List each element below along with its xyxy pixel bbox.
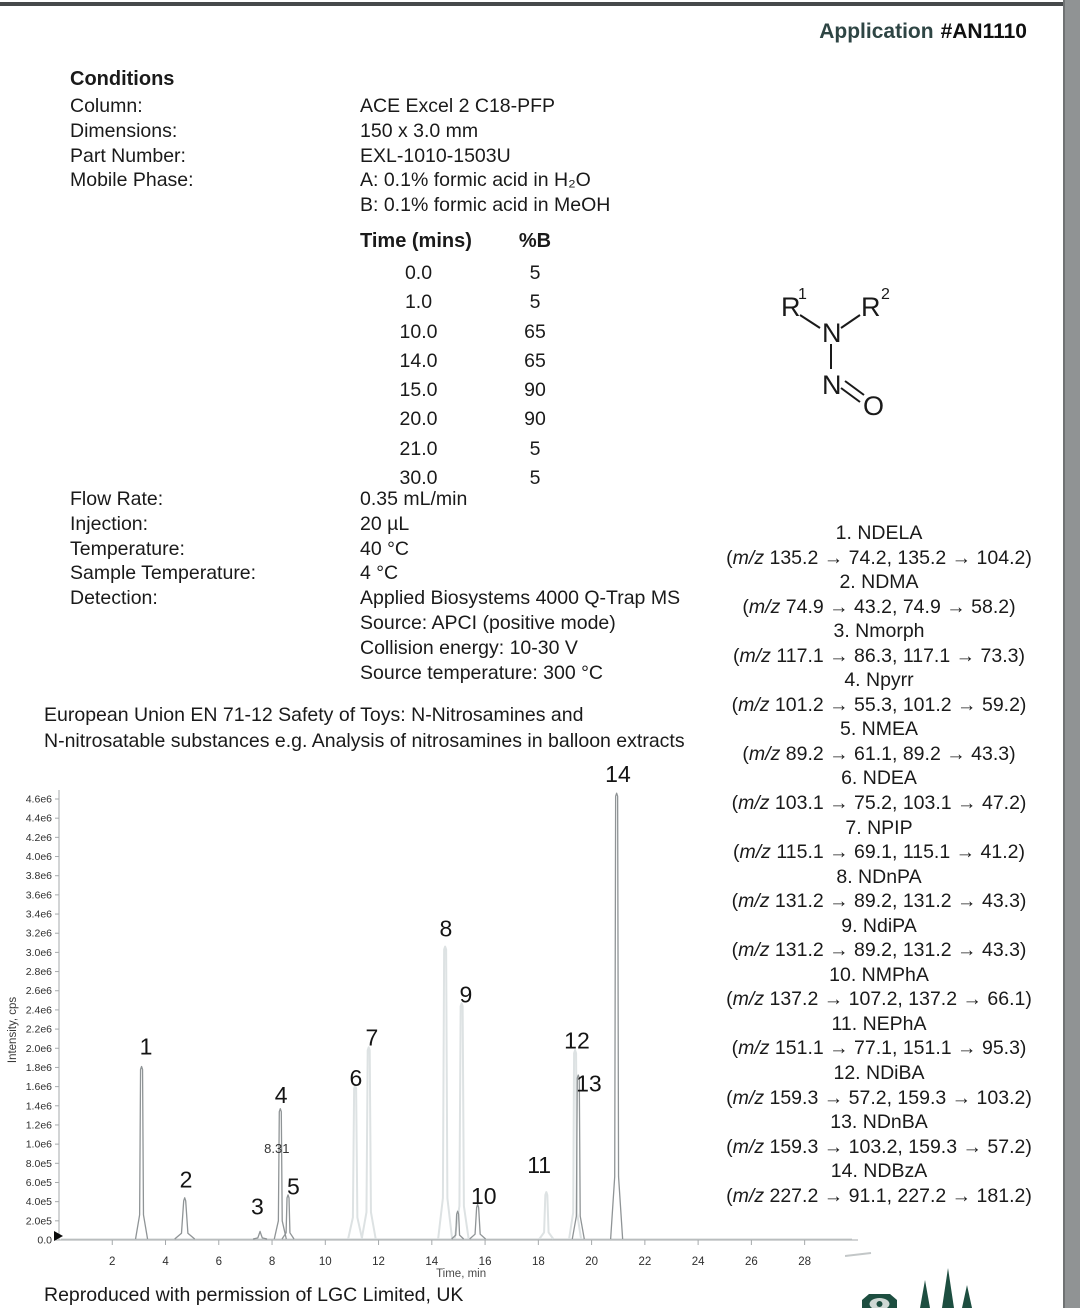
y-tick-label: 1.0e6 [25,1138,52,1151]
gradient-time-cell: 15.0 [399,379,438,402]
condition-label: Column: [70,95,143,117]
structure-r2-superscript: 2 [881,286,890,303]
gradient-table [360,229,557,493]
gradient-header-percent-b: %B [518,230,552,252]
logo-peak-left [920,1280,930,1308]
peak-label: 7 [365,1024,379,1051]
bond-r1-n [800,315,820,328]
y-tick-label: 2.8e6 [25,966,52,979]
x-tick-label: 26 [744,1256,758,1268]
assay-title [44,703,685,754]
y-tick-label: 1.4e6 [25,1100,52,1113]
compound-transition: (m/z 227.2 → 91.1, 227.2 → 181.2) [726,1184,1032,1207]
parameter-row [70,661,680,686]
parameter-label: Injection: [70,512,149,535]
mz-italic: m/z [732,1135,765,1158]
y-tick-label: 2.0e5 [25,1215,52,1228]
y-tick-label: 4.4e6 [25,812,52,825]
x-tick-label: 10 [318,1256,332,1268]
parameter-row [70,586,680,611]
structure-r1: R [781,292,801,322]
condition-label: Part Number: [70,144,186,167]
compound-name: 14. NDBzA [830,1160,928,1183]
compound-name: 7. NPIP [845,816,913,839]
peak-trace [274,1109,286,1239]
y-tick-label: 3.8e6 [25,870,52,883]
y-tick-label: 1.6e6 [25,1081,52,1094]
y-tick-label: 1.2e6 [25,1119,52,1132]
gradient-b-cell: 5 [529,467,541,490]
logo-badge-dot [877,1301,883,1307]
compound-name: 5. NMEA [839,718,919,741]
gradient-row [360,435,557,464]
x-tick-label: 14 [425,1256,439,1268]
compound-transition: (m/z 115.1 → 69.1, 115.1 → 41.2) [733,841,1025,864]
y-tick-label: 2.6e6 [25,985,52,998]
y-tick-label: 1.8e6 [25,1061,52,1074]
top-edge-line [0,2,1080,6]
x-tick-label: 16 [478,1256,492,1268]
gradient-time-cell: 0.0 [404,262,433,284]
nitrosamine-structure [765,272,900,422]
right-edge-strip [1063,0,1080,1308]
gradient-row [360,347,557,376]
x-tick-label: 22 [638,1256,652,1268]
conditions-title: Conditions [70,68,175,90]
condition-label [70,193,360,218]
compound-transition: (m/z 89.2 → 61.1, 89.2 → 43.3) [742,742,1016,765]
lgc-credit: Reproduced with permission of LGC Limited, UK [44,1284,464,1306]
peak-label: 13 [576,1070,602,1097]
compound-name: 12. NDiBA [833,1062,925,1085]
retention-time-annotation: 8.31 [264,1140,290,1156]
compound-transition: (m/z 159.3 → 57.2, 159.3 → 103.2) [726,1086,1032,1109]
y-axis-title: Intensity, cps [7,996,19,1064]
condition-value: EXL-1010-1503U [360,144,511,167]
peak-trace [348,1086,362,1239]
compound-name: 13. NDnBA [830,1111,928,1134]
x-tick-label: 24 [691,1256,705,1268]
peak-trace [455,1003,469,1239]
parameter-label: Detection: [70,587,158,610]
mz-italic: m/z [748,742,781,765]
compound-name: 6. NDEA [841,767,917,790]
y-tick-label: 3.6e6 [25,889,52,902]
x-tick-label: 12 [372,1256,385,1268]
x-tick-label: 4 [162,1256,169,1268]
y-tick-label: 2.2e6 [25,1023,52,1036]
condition-value: B: 0.1% formic acid in MeOH [360,194,611,217]
mz-italic: m/z [732,1184,765,1207]
parameter-row [70,487,680,512]
mz-italic: m/z [739,841,771,864]
mz-italic: m/z [738,890,770,913]
parameter-label: Temperature: [70,537,185,560]
parameter-value: Source: APCI (positive mode) [360,611,616,634]
x-tick-label: 8 [268,1256,276,1268]
compound-transition: (m/z 74.9 → 43.2, 74.9 → 58.2) [742,595,1016,618]
y-tick-label: 4.2e6 [25,831,52,844]
gradient-b-cell: 5 [529,262,541,284]
x-tick-label: 6 [215,1256,222,1268]
app-header [819,20,1027,44]
compound-name: 3. Nmorph [833,620,925,643]
structure-r2: R [861,292,881,322]
gradient-row [360,405,557,434]
gradient-time-cell: 30.0 [399,467,438,490]
peak-trace [175,1198,195,1239]
peak-trace [438,947,452,1239]
peak-trace [362,1047,376,1239]
parameter-row [70,611,680,636]
gradient-time-cell: 14.0 [399,349,438,372]
y-tick-label: 3.4e6 [25,908,52,921]
peak-trace [282,1195,294,1239]
y-tick-label: 3.2e6 [25,927,52,940]
mz-italic: m/z [738,792,770,815]
compound-transition: (m/z 103.1 → 75.2, 103.1 → 47.2) [731,792,1027,815]
peak-label: 9 [459,981,473,1008]
parameter-value: 20 µL [360,512,410,535]
x-tick-label: 20 [585,1256,598,1268]
y-tick-label: 0.0 [37,1234,52,1247]
gradient-time-cell: 20.0 [399,408,438,431]
y-tick-label: 8.0e5 [25,1157,52,1170]
condition-row [70,144,610,169]
peak-trace [470,1205,486,1240]
compound-transition: (m/z 151.1 → 77.1, 151.1 → 95.3) [731,1037,1027,1060]
compound-name: 1. NDELA [835,522,923,544]
condition-row [70,193,610,218]
structure-o: O [863,391,885,421]
condition-label: Mobile Phase: [70,169,194,192]
mz-italic: m/z [732,1086,765,1109]
mz-italic: m/z [738,1037,770,1060]
condition-row [70,94,610,119]
condition-row [70,168,610,193]
peak-trace [611,793,623,1239]
compound-transition: (m/z 117.1 → 86.3, 117.1 → 73.3) [733,644,1025,667]
gradient-row [360,376,557,405]
compound-transition: (m/z 131.2 → 89.2, 131.2 → 43.3) [731,939,1027,962]
gradient-header-time: Time (mins) [360,230,472,252]
gradient-b-cell: 90 [524,408,546,431]
x-axis-title: Time, min [436,1268,487,1280]
gradient-time-cell: 10.0 [399,320,438,343]
y-tick-label: 2.4e6 [25,1004,52,1017]
logo-peak-tall [942,1268,954,1308]
bond-r2-n [841,315,860,328]
mz-italic: m/z [732,546,765,569]
y-tick-label: 2.0e6 [25,1042,52,1055]
condition-value: ACE Excel 2 C18-PFP [360,95,556,117]
structure-r1-superscript: 1 [798,286,807,303]
assay-title-line2: N-nitrosatable substances e.g. Analysis of nitrosamines in balloon extracts [44,729,685,752]
mz-italic: m/z [739,644,771,667]
compound-transition: (m/z 101.2 → 55.3, 101.2 → 59.2) [731,693,1027,716]
app-header-label: Application [819,20,934,43]
x-tick-label: 18 [531,1256,545,1268]
peak-label: 12 [564,1027,590,1054]
parameter-row [70,636,680,661]
parameter-row [70,512,680,537]
structure-n-top: N [822,318,842,348]
parameter-label [70,611,360,636]
y-tick-label: 4.0e6 [25,851,52,864]
compound-name: 10. NMPhA [829,963,929,986]
y-tick-label: 4.6e6 [25,793,52,806]
peak-label: 4 [274,1082,288,1109]
y-tick-label: 6.0e5 [25,1176,52,1189]
conditions-rows [70,94,610,218]
compound-name: 4. Npyrr [844,669,914,692]
compound-transition: (m/z 135.2 → 74.2, 135.2 → 104.2) [726,546,1032,569]
gradient-row [360,318,557,347]
parameter-value: Source temperature: 300 °C [360,661,604,684]
chromatogram [0,760,900,1308]
ace-logo [845,1250,1005,1308]
app-header-number: #AN1110 [940,20,1027,43]
gradient-time-cell: 1.0 [404,291,433,314]
peak-trace [136,1067,148,1240]
parameter-label [70,636,360,661]
gradient-time-cell: 21.0 [399,437,438,460]
compound-name: 11. NEPhA [831,1012,927,1035]
compound-name: 9. NdiPA [841,914,917,937]
compound-name: 8. NDnPA [836,865,922,888]
y-tick-label: 3.0e6 [25,946,52,959]
gradient-b-cell: 65 [524,320,546,343]
mz-italic: m/z [732,988,765,1011]
compound-transition: (m/z 131.2 → 89.2, 131.2 → 43.3) [731,890,1027,913]
logo-trace-line [845,1253,871,1256]
peak-label: 8 [439,915,453,942]
parameter-value: Applied Biosystems 4000 Q-Trap MS [360,587,681,610]
parameter-value: 4 °C [360,562,399,585]
parameter-label [70,661,360,686]
assay-title-line1: European Union EN 71-12 Safety of Toys: N-Nitrosamines and [44,704,584,726]
gradient-header-row [360,229,557,253]
gradient-b-cell: 65 [524,349,546,372]
gradient-b-cell: 5 [529,437,541,460]
compound-transition: (m/z 159.3 → 103.2, 159.3 → 57.2) [726,1135,1032,1158]
gradient-row [360,288,557,317]
peak-label: 14 [605,761,631,788]
peak-label: 1 [139,1033,153,1060]
x-tick-label: 28 [798,1256,812,1268]
parameter-value: 40 °C [360,537,409,560]
condition-row [70,119,610,144]
mz-italic: m/z [738,939,770,962]
mz-italic: m/z [748,595,781,618]
parameter-value: 0.35 mL/min [360,488,468,510]
peak-label: 10 [470,1182,497,1209]
peak-label: 11 [527,1152,552,1179]
peak-label: 3 [250,1193,264,1220]
peak-trace [539,1192,553,1239]
x-tick-label: 2 [109,1256,116,1268]
gradient-row [360,259,557,288]
parameter-label: Flow Rate: [70,488,164,510]
peak-label: 6 [349,1064,363,1091]
gradient-b-cell: 5 [529,291,541,314]
gradient-b-cell: 90 [524,379,546,402]
compound-name: 2. NDMA [839,571,919,594]
y-tick-label: 4.0e5 [25,1196,52,1209]
logo-peak-right [962,1285,972,1308]
condition-value: 150 x 3.0 mm [360,119,479,142]
structure-n-bottom: N [822,370,842,400]
condition-value: A: 0.1% formic acid in H₂O [360,169,591,192]
parameter-value: Collision energy: 10-30 V [360,636,578,659]
parameter-row [70,561,680,586]
condition-label: Dimensions: [70,119,178,142]
parameter-label: Sample Temperature: [70,562,257,585]
peak-trace [253,1231,267,1239]
compound-transition: (m/z 137.2 → 107.2, 137.2 → 66.1) [726,988,1032,1011]
peak-label: 2 [179,1166,193,1193]
parameter-row [70,537,680,562]
peak-label: 5 [286,1173,300,1200]
mz-italic: m/z [738,693,770,716]
parameters-rows [70,487,680,685]
